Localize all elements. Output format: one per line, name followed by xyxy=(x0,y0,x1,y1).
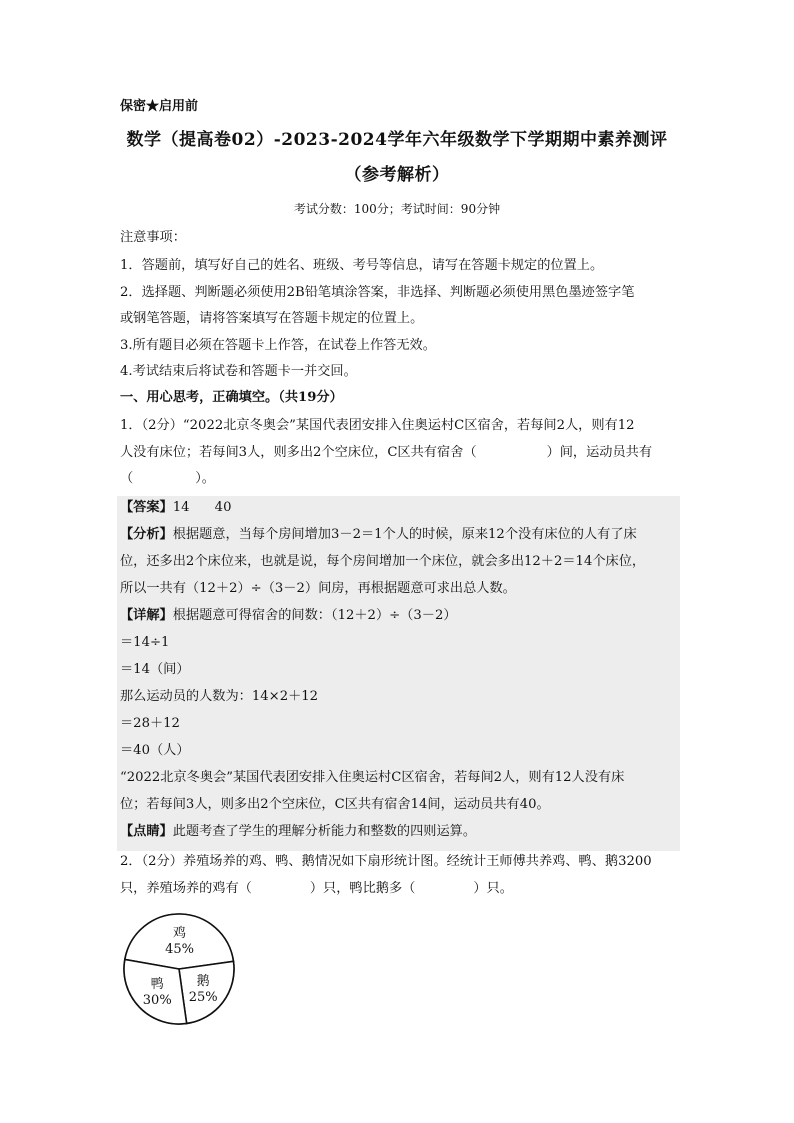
pie-slice-value: 45% xyxy=(165,941,194,957)
answer-line xyxy=(120,498,680,518)
q2-text-part: ）只。 xyxy=(473,881,513,896)
comment-text: 此题考查了学生的理解分析能力和整数的四则运算。 xyxy=(172,824,477,839)
detail-line xyxy=(120,606,680,626)
pie-slice-label: 鹅 xyxy=(196,974,210,990)
q1-text-line: 1．（2分）“2022北京冬奥会”某国代表团安排入住奥运村C区宿舍，若每间2人，则有12 xyxy=(120,418,635,433)
notice-heading: 注意事项： xyxy=(120,230,186,245)
detail-line: 位；若每间3人，则多出2个空床位，C区共有宿舍14间，运动员共有40。 xyxy=(120,797,550,812)
detail-line: ＝14÷1 xyxy=(120,635,170,650)
notice-item: 2．选择题、判断题必须使用2B铅笔填涂答案，非选择、判断题必须使用黑色墨迹签字笔 xyxy=(120,285,635,300)
comment-tag: 【点睛】 xyxy=(120,824,173,839)
pie-slice-label: 鸡 xyxy=(173,925,187,941)
q2-text-part: ）只，鸭比鹅多（ xyxy=(309,881,416,896)
analysis-line xyxy=(120,525,680,545)
notice-item: 3.所有题目必须在答题卡上作答，在试卷上作答无效。 xyxy=(120,338,436,353)
notice-item: 4.考试结束后将试卷和答题卡一并交回。 xyxy=(120,364,357,379)
q1-text-line xyxy=(120,443,680,463)
pie-slice-label: 鸭 xyxy=(150,977,164,993)
detail-tag: 【详解】 xyxy=(120,608,173,623)
detail-line: “2022北京冬奥会”某国代表团安排入住奥运村C区宿舍，若每间2人，则有12人没有床 xyxy=(120,770,625,785)
answer-tag: 【答案】 xyxy=(120,500,173,515)
page-subtitle: （参考解析） xyxy=(344,165,450,185)
analysis-line: 位，还多出2个床位来，也就是说，每个房间增加一个床位，就会多出12＋2＝14个床位， xyxy=(120,554,646,569)
pie-slice-value: 25% xyxy=(188,990,218,1006)
answer-text: 14 40 xyxy=(172,500,232,515)
q1-text-part: ）间，运动员共有 xyxy=(546,445,653,460)
q1-text-part: 人没有床位；若每间3人，则多出2个空床位，C区共有宿舍（ xyxy=(120,445,477,460)
page-title: 数学（提高卷02）-2023-2024学年六年级数学下学期期中素养测评 xyxy=(126,130,668,150)
pie-chart xyxy=(118,912,242,1026)
exam-info: 考试分数：100分；考试时间：90分钟 xyxy=(293,202,501,216)
confidential-label: 保密★启用前 xyxy=(120,99,199,114)
analysis-line: 所以一共有（12＋2）÷（3－2）间房，再根据题意可求出总人数。 xyxy=(120,581,516,596)
detail-line: ＝40（人） xyxy=(120,743,190,758)
detail-line: ＝28＋12 xyxy=(120,716,180,731)
pie-chart-svg xyxy=(118,912,242,1026)
q1-text-part: ）。 xyxy=(195,471,215,486)
pie-slice-value: 30% xyxy=(142,993,172,1009)
q2-text-line xyxy=(120,879,680,899)
q2-text-part: 只，养殖场养的鸡有（ xyxy=(120,881,252,896)
notice-item: 1．答题前，填写好自己的姓名、班级、考号等信息，请写在答题卡规定的位置上。 xyxy=(120,258,604,273)
detail-line: ＝14（间） xyxy=(120,662,190,677)
notice-item: 或钢笔答题，请将答案填写在答题卡规定的位置上。 xyxy=(120,311,424,326)
q1-text-line xyxy=(120,469,680,489)
q1-text-part: （ xyxy=(120,471,134,486)
detail-line: 那么运动员的人数为：14×2＋12 xyxy=(120,689,319,704)
analysis-tag: 【分析】 xyxy=(120,527,173,542)
comment-line xyxy=(120,822,680,842)
analysis-text: 根据题意，当每个房间增加3－2＝1个人的时候，原来12个没有床位的人有了床 xyxy=(172,527,637,542)
detail-text: 根据题意可得宿舍的间数：（12＋2）÷（3－2） xyxy=(172,608,457,623)
section-heading: 一、用心思考，正确填空。（共19分） xyxy=(120,390,343,405)
q2-text-line: 2．（2分）养殖场养的鸡、鸭、鹅情况如下扇形统计图。经统计王师傅共养鸡、鸭、鹅3200 xyxy=(120,854,652,869)
